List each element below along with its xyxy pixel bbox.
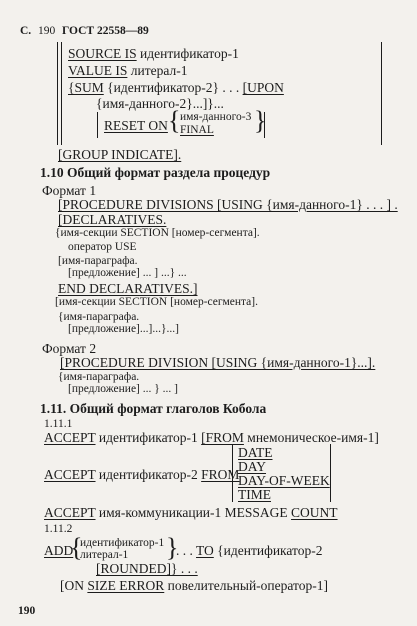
end-declaratives-line (58, 282, 198, 296)
reset-bracket-right (264, 112, 265, 138)
from-keyword-2: FROM (201, 467, 240, 482)
sentence-f2-line: [предложение] ... } ... ] (68, 383, 178, 395)
rounded-line (96, 562, 198, 576)
size-error-keyword: SIZE ERROR (87, 578, 165, 593)
accept-1-id: идентификатор-1 (98, 430, 198, 445)
proc-div-f2-line (60, 356, 375, 370)
option-day: DAY (238, 459, 267, 474)
group-indicate (58, 148, 181, 162)
sentence-line-2: [предложение]...]...}...] (68, 323, 179, 335)
to-keyword: TO (196, 543, 214, 558)
value-arg: литерал-1 (130, 63, 188, 78)
proc-div-line (58, 198, 398, 212)
size-open: [ON (60, 578, 84, 593)
date-brace-right (330, 444, 331, 502)
source-line (68, 47, 239, 61)
accept-line-1 (44, 431, 379, 445)
section-1-10-title: 1.10 Общий формат раздела процедур (40, 165, 271, 180)
add-tail: {идентификатор-2 (217, 543, 323, 558)
outer-right-bracket (381, 42, 382, 145)
reset-bracket-left (97, 112, 98, 138)
from-keyword-1: [FROM (201, 430, 244, 445)
accept-keyword-1: ACCEPT (44, 430, 96, 445)
value-line (68, 64, 187, 78)
reset-option-2: FINAL (180, 124, 214, 136)
add-brace-left: { (70, 533, 83, 562)
size-tail: повелительный-оператор-1] (167, 578, 328, 593)
header-standard: ГОСТ 22558—89 (62, 25, 149, 37)
option-date: DATE (238, 445, 273, 460)
section-header-line: {имя-секции SECTION [номер-сегмента]. (55, 227, 260, 239)
add-brace-right: } (166, 533, 179, 562)
subsection-1-11-1: 1.11.1 (44, 418, 73, 430)
declaratives-text: [DECLARATIVES. (58, 212, 167, 227)
accept-line-3 (44, 506, 338, 520)
subsection-1-11-2: 1.11.2 (44, 523, 73, 535)
declaratives-line (58, 213, 166, 227)
add-keyword: ADD (44, 543, 74, 558)
accept-line-2 (44, 468, 239, 482)
source-arg: идентификатор-1 (140, 46, 239, 61)
reset-brace-right: } (254, 106, 267, 135)
upon-keyword: [UPON (242, 80, 284, 95)
footer-page-number: 190 (18, 605, 36, 617)
accept-3-tail: имя-коммуникации-1 MESSAGE (98, 505, 288, 520)
accept-2-id: идентификатор-2 (98, 467, 198, 482)
reset-option-1: имя-данного-3 (180, 111, 252, 123)
option-time: TIME (238, 487, 271, 502)
format-2-label: Формат 2 (42, 341, 97, 356)
sum-line (68, 81, 284, 95)
paragraph-line-2: {имя-параграфа. (58, 311, 140, 323)
end-declaratives-text: END DECLARATIVES.] (58, 281, 198, 296)
accept-1-tail: мнемоническое-имя-1] (247, 430, 379, 445)
value-keyword: VALUE IS (68, 63, 128, 78)
add-option-1: идентификатор-1 (80, 537, 165, 549)
accept-keyword-3: ACCEPT (44, 505, 96, 520)
outer-left-bracket-inner (61, 42, 62, 145)
outer-left-bracket (57, 42, 58, 145)
format-1-label: Формат 1 (42, 183, 97, 198)
header-page-number: 190 (38, 25, 56, 37)
add-ellipsis: . . . (176, 543, 193, 558)
count-keyword: COUNT (291, 505, 338, 520)
proc-div-f2-text: [PROCEDURE DIVISION [USING {имя-данного-1}...]. (60, 355, 376, 370)
reset-keyword: RESET ON (104, 118, 168, 133)
add-line-tail (176, 544, 323, 558)
section-header-line-2: [имя-секции SECTION [номер-сегмента]. (55, 296, 258, 308)
sum-line-2: {имя-данного-2}...]}... (96, 96, 224, 111)
use-statement-line: оператор USE (68, 241, 137, 253)
add-option-2: литерал-1 (80, 549, 129, 561)
sum-keyword: {SUM (68, 80, 104, 95)
date-brace-left (232, 444, 233, 502)
rounded-text: [ROUNDED]} . . . (96, 561, 198, 576)
group-indicate-text: [GROUP INDICATE]. (58, 147, 182, 162)
proc-div-text: [PROCEDURE DIVISIONS [USING {имя-данного-1} . . . ] . (58, 197, 398, 212)
accept-keyword-2: ACCEPT (44, 467, 96, 482)
size-error-line (60, 579, 328, 593)
paragraph-f2-line: {имя-параграфа. (58, 371, 140, 383)
c-mark: С. (20, 25, 32, 37)
paragraph-line: [имя-параграфа. (58, 255, 138, 267)
reset-brace-left: { (168, 106, 181, 135)
section-1-11-title: 1.11. Общий формат глаголов Кобола (40, 401, 267, 416)
option-day-of-week: DAY-OF-WEEK (238, 473, 330, 488)
sum-args: {идентификатор-2} . . . (107, 80, 240, 95)
sentence-line: [предложение] ... ] ...} ... (68, 267, 187, 279)
source-keyword: SOURCE IS (68, 46, 137, 61)
reset-keyword-line (104, 119, 168, 133)
